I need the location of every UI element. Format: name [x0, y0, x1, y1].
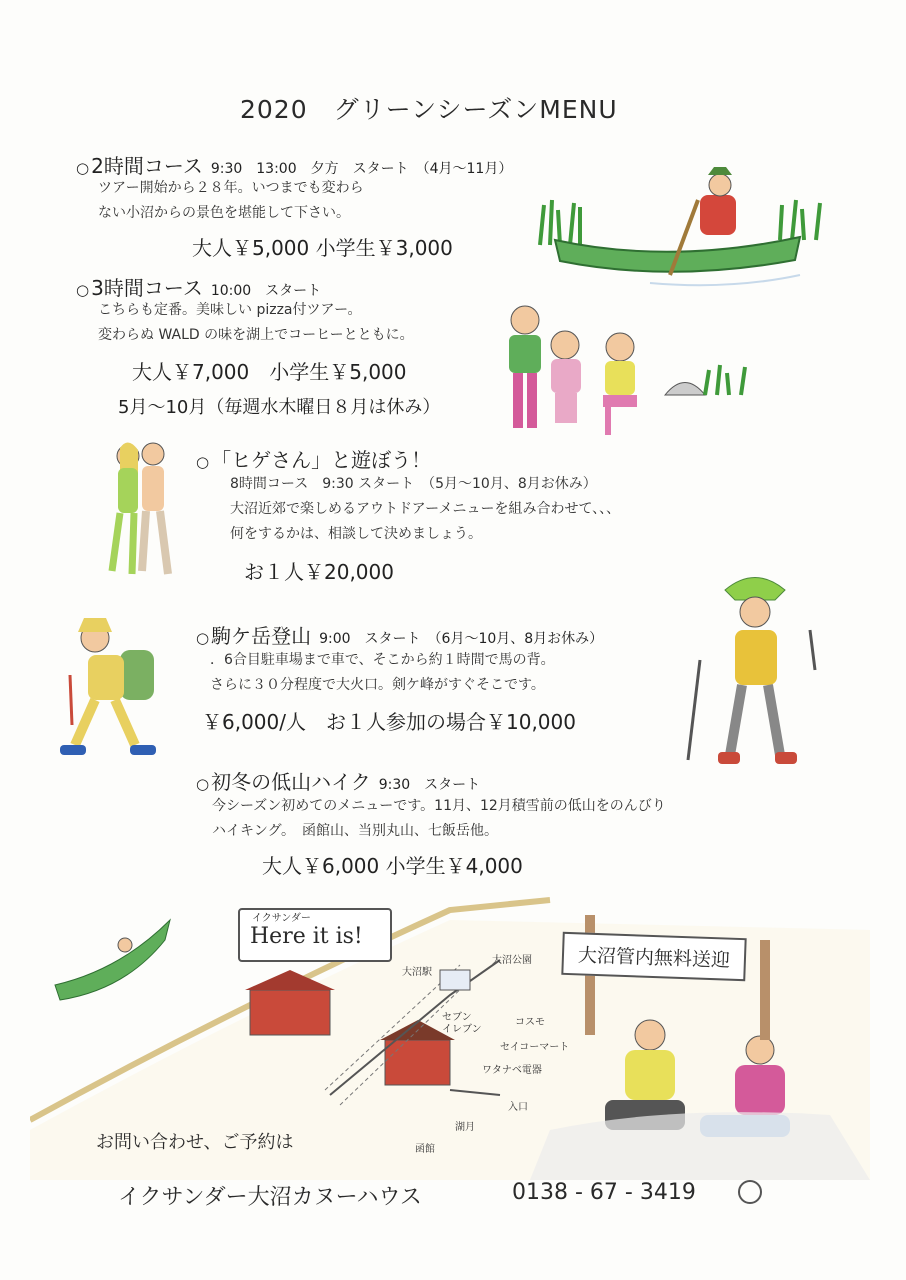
course-2-price: 大人￥7,000 小学生￥5,000	[132, 360, 407, 384]
course-5-desc-line: ハイキング。 函館山、当別丸山、七飯岳他。	[212, 823, 499, 839]
course-2-desc-line: 変わらぬ WALD の味を湖上でコーヒーとともに。	[98, 327, 414, 343]
course-5-price: 大人￥6,000 小学生￥4,000	[262, 854, 523, 878]
bullet-icon: ○	[196, 629, 210, 647]
speech-small-text: イクサンダー	[252, 913, 311, 924]
map-label-seven2: イレブン	[442, 1024, 482, 1035]
paddler-body-icon	[700, 195, 736, 235]
course-3-price: お１人￥20,000	[244, 560, 394, 584]
map-canoe-icon	[55, 920, 170, 1000]
hiker-body-icon	[88, 655, 124, 700]
bullet-icon: ○	[76, 281, 90, 299]
jacket-icon	[735, 630, 777, 685]
map-label-watanabe: ワタナベ電器	[482, 1065, 542, 1076]
course-2-desc	[98, 298, 414, 348]
course-3-meta: 8時間コース 9:30 スタート （5月～10月、8月お休み）	[230, 476, 597, 492]
paddler-head-icon	[709, 174, 731, 196]
course-2-name: 3時間コース	[91, 276, 203, 300]
reeds-right-icon	[780, 200, 820, 240]
course-5-desc	[212, 794, 666, 844]
sign-post-right	[760, 940, 770, 1040]
course-4-price: ￥6,000/人 お１人参加の場合￥10,000	[202, 710, 576, 734]
course-1-name: 2時間コース	[91, 154, 203, 178]
course-3-heading	[196, 444, 431, 473]
backpack-icon	[120, 650, 154, 700]
course-2-note: 5月～10月（毎週水木曜日８月は休み）	[118, 397, 441, 418]
course-5-desc-line: 今シーズン初めてのメニューです。11月、12月積雪前の低山をのんびり	[212, 798, 666, 814]
course-1-meta: 9:30 13:00 夕方 スタート （4月～11月）	[210, 161, 513, 177]
course-4-heading	[196, 620, 603, 649]
girl-3-icon	[603, 333, 637, 435]
canoe-illustration	[530, 165, 830, 305]
canoe-house-icon	[250, 990, 330, 1035]
course-4-desc-line: さらに３０分程度で大火口。剣ケ峰がすぐそこです。	[210, 677, 545, 693]
course-4-meta: 9:00 スタート （6月～10月、8月お休み）	[319, 631, 604, 647]
course-2-heading	[76, 272, 321, 301]
map-label-cosmo: コスモ	[515, 1017, 545, 1028]
page-title: 2020 グリーンシーズンMENU	[240, 95, 618, 124]
hiker-hat-icon	[78, 618, 112, 632]
speech-big-text: Here it is!	[250, 924, 363, 949]
contact-name: イクサンダー大沼カヌーハウス	[118, 1185, 422, 1210]
free-pickup-sign: 大沼管内無料送迎	[561, 932, 746, 981]
map-label-station: 大沼駅	[402, 967, 432, 978]
course-4-name: 駒ケ岳登山	[211, 624, 312, 648]
course-5-meta: 9:30 スタート	[378, 777, 481, 793]
course-5-name: 初冬の低山ハイク	[211, 770, 371, 794]
woman-dress-icon	[118, 468, 138, 513]
bullet-icon: ○	[196, 775, 210, 793]
picnic-illustration	[495, 295, 785, 445]
speech-bubble	[238, 908, 392, 962]
course-3-desc	[230, 472, 620, 547]
map-label-park: 大沼公園	[492, 955, 532, 966]
map-label-hakodate: 函館	[415, 1144, 435, 1155]
course-2-meta: 10:00 スタート	[210, 283, 322, 299]
course-4-desc	[210, 648, 555, 698]
contact-phone: 0138 - 67 - 3419	[512, 1180, 696, 1205]
bullet-icon: ○	[196, 453, 210, 471]
course-3-name: 「ヒゲさん」と遊ぼう！	[211, 448, 432, 472]
girl-1-icon	[509, 306, 541, 428]
course-1-desc-line: ツアー開始から２８年。いつまでも変わら	[98, 180, 364, 196]
hiker-right-illustration	[680, 570, 830, 780]
map-label-kohan: 湖月	[455, 1122, 475, 1133]
course-3-desc-line: 何をするかは、相談して決めましょう。	[230, 526, 482, 542]
course-2-desc-line: こちらも定番。美味しい pizza付ツアー。	[98, 302, 362, 318]
trekking-pole-icon	[688, 660, 700, 760]
hiker-left-illustration	[50, 610, 165, 770]
girl-2-icon	[551, 331, 581, 423]
map-label-seven: セブン	[442, 1012, 472, 1023]
station-icon	[440, 970, 470, 990]
contact-lead: お問い合わせ、ご予約は	[96, 1132, 294, 1153]
course-5-heading	[196, 766, 480, 795]
man-head-icon	[142, 443, 164, 465]
course-3-desc-line: 大沼近郊で楽しめるアウトドアーメニューを組み合わせて、、、	[230, 501, 621, 517]
course-1-heading	[76, 150, 512, 179]
map-label-entrance: 入口	[508, 1102, 528, 1113]
couple-illustration	[98, 436, 188, 586]
course-1-desc	[98, 176, 364, 226]
rock-icon	[665, 383, 705, 396]
reeds-left-icon	[540, 200, 580, 247]
course-4-desc-line: ．6合目駐車場まで車で、そこから約１時間で馬の背。	[210, 652, 555, 668]
smiley-icon	[738, 1180, 762, 1204]
bullet-icon: ○	[76, 159, 90, 177]
course-1-desc-line: ない小沼からの景色を堪能して下さい。	[98, 205, 350, 221]
course-1-price: 大人￥5,000 小学生￥3,000	[192, 236, 453, 260]
paddler-hat-icon	[708, 167, 732, 175]
second-house-icon	[385, 1040, 450, 1085]
map-label-seico: セイコーマート	[500, 1042, 570, 1053]
